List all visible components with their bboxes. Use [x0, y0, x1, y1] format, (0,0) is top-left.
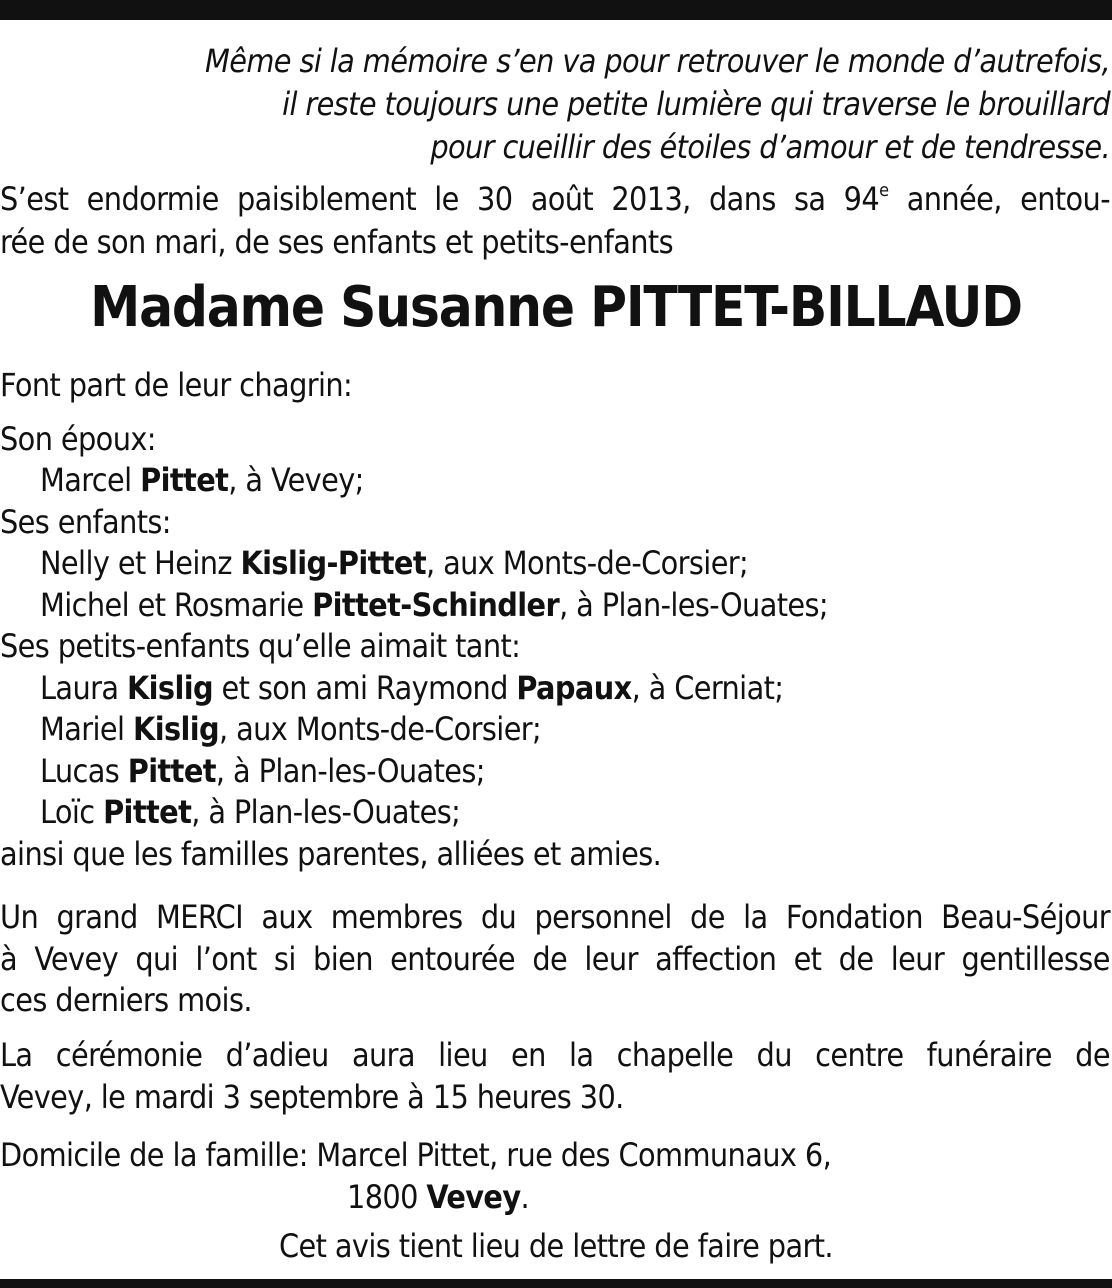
grandchildren-heading: Ses petits-enfants qu’elle aimait tant: — [0, 627, 521, 665]
grandchild-entry: Lucas Pittet, à Plan-les-Ouates; — [40, 751, 485, 790]
announcement-line-2: rée de son mari, de ses enfants et petits-enfants — [0, 223, 674, 261]
deceased-name: Madame Susanne PITTET-BILLAUD — [90, 275, 1022, 340]
family-list — [0, 365, 1110, 875]
family-address — [0, 1135, 831, 1218]
thanks-line-1: Un grand MERCI aux membres du personnel de la Fondation Beau-Séjour — [0, 898, 1110, 936]
poem-line: pour cueillir des étoiles d’amour et de tendresse. — [430, 128, 1110, 166]
epitaph-poem — [10, 40, 1110, 169]
child-entry: Michel et Rosmarie Pittet-Schindler, à Plan-les-Ouates; — [40, 585, 829, 624]
thanks-line-2: à Vevey qui l’ont si bien entourée de leur affection et de leur gentillesse — [0, 939, 1110, 978]
grandchild-entry: Loïc Pittet, à Plan-les-Ouates; — [40, 793, 461, 831]
grandchild-entry: Mariel Kislig, aux Monts-de-Corsier; — [40, 710, 542, 748]
children-heading: Ses enfants: — [0, 502, 171, 541]
spouse-heading: Son époux: — [0, 419, 156, 458]
ceremony-line-1: La cérémonie d’adieu aura lieu en la chapelle du centre funéraire de — [0, 1036, 1110, 1074]
families-line: ainsi que les familles parentes, alliées et amies. — [0, 834, 662, 873]
spouse-entry: Marcel Pittet, à Vevey; — [40, 461, 364, 499]
address-line-1: Domicile de la famille: Marcel Pittet, rue des Communaux 6, — [0, 1136, 832, 1174]
thanks-line-3: ces derniers mois. — [0, 981, 252, 1019]
top-border-rule — [0, 0, 1112, 20]
child-entry: Nelly et Heinz Kislig-Pittet, aux Monts-de-Corsier; — [40, 544, 749, 582]
poem-line: Même si la mémoire s’en va pour retrouver le monde d’autrefois, — [204, 42, 1110, 80]
thanks-paragraph — [0, 897, 1110, 1022]
font-part-line: Font part de leur chagrin: — [0, 366, 353, 404]
poem-line: il reste toujours une petite lumière qui traverse le brouillard — [282, 85, 1110, 123]
closing-note: Cet avis tient lieu de lettre de faire part. — [279, 1227, 833, 1265]
age: 94e — [843, 180, 889, 218]
ceremony-paragraph — [0, 1035, 1110, 1118]
address-line-2: 1800 Vevey. — [347, 1177, 530, 1216]
ceremony-line-2: Vevey, le mardi 3 septembre à 15 heures 30. — [0, 1077, 624, 1116]
grandchild-entry: Laura Kislig et son ami Raymond Papaux, à Cerniat; — [40, 668, 784, 707]
death-announcement — [0, 178, 1110, 264]
bottom-border-rule — [0, 1279, 1112, 1288]
announcement-line-1: S’est endormie paisiblement le 30 août 2013, dans sa 94e année, entou- — [0, 178, 1110, 221]
